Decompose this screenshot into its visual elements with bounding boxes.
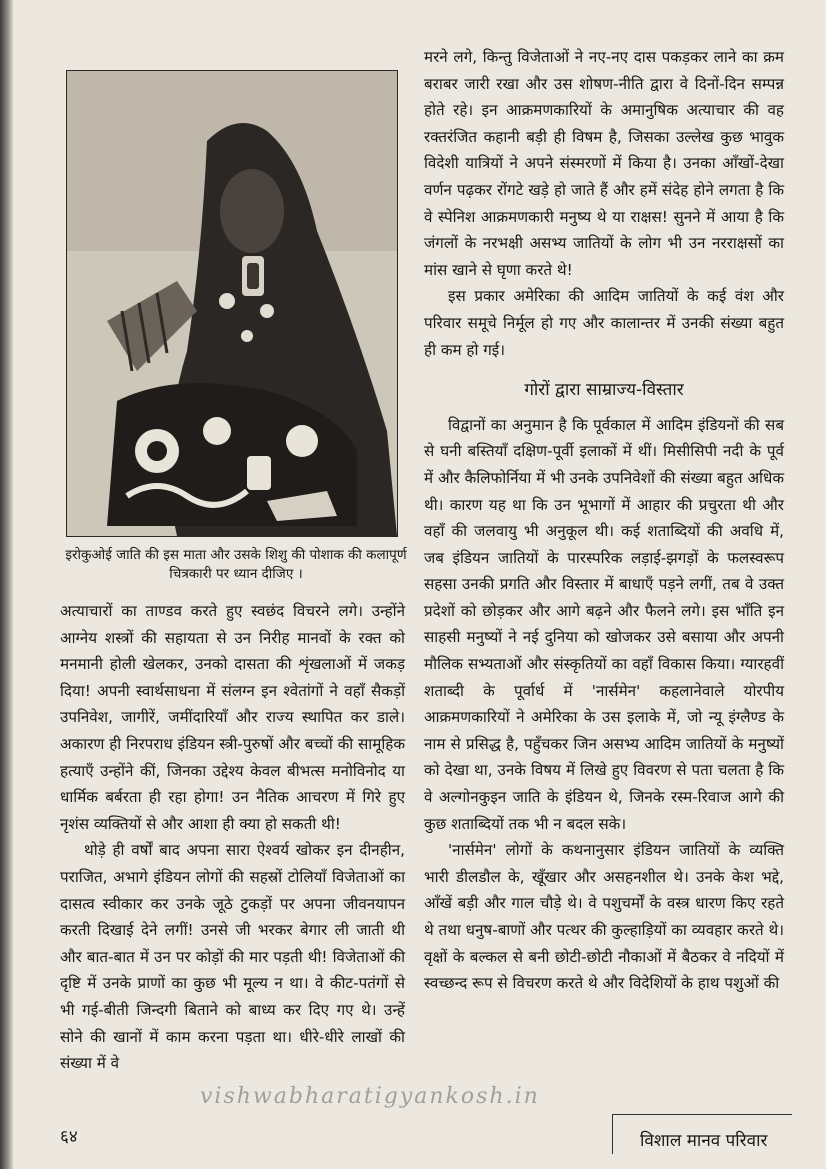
paragraph: थोड़े ही वर्षों बाद अपना सारा ऐश्वर्य खोकर इन दीनहीन, पराजित, अभागे इंडियन लोगों की सहस्रों टोलियाँ विजेताओं का दासत्व स्वीकार कर उनके जूठे टुकड़ों पर अपना जीवनयापन करती दिखाई देने लगीं! उनसे जी भरकर बेगार ली जाती थी और बात-बात में उन पर कोड़ों की मार पड़ती थी! विजेताओं की दृष्टि में उनके प्राणों का कुछ भी मूल्य न था। वे कीट-पतंगों से भी गई-बीती जिन्दगी बिताने को बाध्य कर दिए गए थे। उन्हें सोने की खानों में काम करना पड़ता था। धीरे-धीरे लाखों की संख्या में वे xyxy=(60,841,405,1073)
photo-caption: इरोकुओई जाति की इस माता और उसके शिशु की पोशाक की कलापूर्ण चित्रकारी पर ध्यान दीजिए । xyxy=(65,547,407,582)
paragraph: विद्वानों का अनुमान है कि पूर्वकाल में आदिम इंडियनों की सब से घनी बस्तियाँ दक्षिण-पूर्वी इलाकों में थीं। मिसीसिपी नदी के पूर्व में और कैलिफोर्निया में भी उनके उपनिवेशों की संख्या बहुत अधिक थी। कारण यह था कि उन भूभागों में आहार की प्रचुरता थी और वहाँ की जलवायु भी अनुकूल थी। कई शताब्दियों की अवधि में, जब इंडियन जातियों के पारस्परिक लड़ाई-झगड़ों के फलस्वरूप सहसा उनकी प्रगति और विस्तार में बाधाएँ पड़ने लगीं, तब वे उक्त प्रदेशों को छोड़कर और आगे बढ़ने और फैलने लगे। इस भाँति इन साहसी मनुष्यों ने नई दुनिया को खोजकर उसे बसाया और अपनी मौलिक सभ्यताओं और संस्कृतियों का वहाँ विकास किया। ग्यारहवीं शताब्दी के पूर्वार्ध में 'नार्समेन' कहलानेवाले योरपीय आक्रमणकारियों ने अमेरिका के उस इलाके में, जो न्यू इंग्लैण्ड के नाम से प्रसिद्ध है, पहुँचकर जिन असभ्य आदिम जातियों के मनुष्यों को देखा था, उनके विषय में लिखे हुए विवरण से पता चलता है कि वे अल्गोनकुइन जाति के इंडियन थे, जिनके रस्म-रिवाज आगे की कुछ शताब्दियों तक भी न बदल सके। xyxy=(424,415,784,833)
footer-vertical-rule xyxy=(612,1114,613,1154)
right-column xyxy=(424,44,784,997)
book-title: विशाल मानव परिवार xyxy=(640,1131,768,1151)
watermark: vishwabharatigyankosh.in xyxy=(200,1084,540,1109)
paragraph: इस प्रकार अमेरिका की आदिम जातियों के कई वंश और परिवार समूचे निर्मूल हो गए और कालान्तर में उनकी संख्या बहुत ही कम हो गई। xyxy=(424,287,784,359)
paragraph: मरने लगे, किन्तु विजेताओं ने नए-नए दास पकड़कर लाने का क्रम बराबर जारी रखा और उस शोषण-नीति द्वारा वे दिनों-दिन सम्पन्न होते रहे। इन आक्रमणकारियों के अमानुषिक अत्याचार की वह रक्तरंजित कहानी बड़ी ही विषम है, जिसका उल्लेख कुछ भावुक विदेशी यात्रियों ने अपने संस्मरणों में किया है। उनका आँखों-देखा वर्णन पढ़कर रोंगटे खड़े हो जाते हैं और हमें संदेह होने लगता है कि वे स्पेनिश आक्रमणकारी मनुष्य थे या राक्षस! सुनने में आया है कि जंगलों के नरभक्षी असभ्य जातियों के लोग भी उन नरराक्षसों का मांस खाने से घृणा करते थे! xyxy=(424,48,784,279)
mother-child-photo xyxy=(66,70,398,537)
paragraph: अत्याचारों का ताण्डव करते हुए स्वछंद विचरने लगे। उन्होंने आग्नेय शस्त्रों की सहायता से उन निरीह मानवों के रक्त को मनमानी होली खेलकर, उनको दासता की शृंखलाओं में जकड़ दिया! अपनी स्वार्थसाधना में संलग्न इन श्वेतांगों ने वहाँ सैकड़ों उपनिवेश, जागीरें, जमींदारियाँ और राज्य स्थापित कर डाले। अकारण ही निरपराध इंडियन स्त्री-पुरुषों और बच्चों की सामूहिक हत्याएँ उन्होंने कीं, जिनका उद्देश्य केवल बीभत्स मनोविनोद या धार्मिक बर्बरता ही रहा होगा! उन नैतिक आचरण में गिरे हुए नृशंस व्यक्तियों से और आशा ही क्या हो सकती थी! xyxy=(60,602,405,833)
paragraph: 'नार्समेन' लोगों के कथनानुसार इंडियन जातियों के व्यक्ति भारी डीलडौल के, खूँखार और असहनशील थे। उनके केश भद्दे, आँखें बड़ी और गाल चौड़े थे। वे पशुचर्मों के वस्त्र धारण किए रहते थे तथा धनुष-बाणों और पत्थर की कुल्हाड़ियों का व्यवहार करते थे। वृक्षों के बल्कल से बनी छोटी-छोटी नौकाओं में बैठकर वे नदियों में स्वच्छन्द रूप से विचरण करते थे और विदेशियों के हाथ पशुओं की xyxy=(424,841,784,993)
left-column xyxy=(60,598,405,1077)
footer-rule xyxy=(612,1114,792,1115)
page-binding-shadow xyxy=(0,0,14,1169)
photo-illustration xyxy=(67,71,397,536)
section-heading: गोरों द्वारा साम्राज्य-विस्तार xyxy=(524,380,684,401)
page-number: ६४ xyxy=(60,1127,78,1147)
